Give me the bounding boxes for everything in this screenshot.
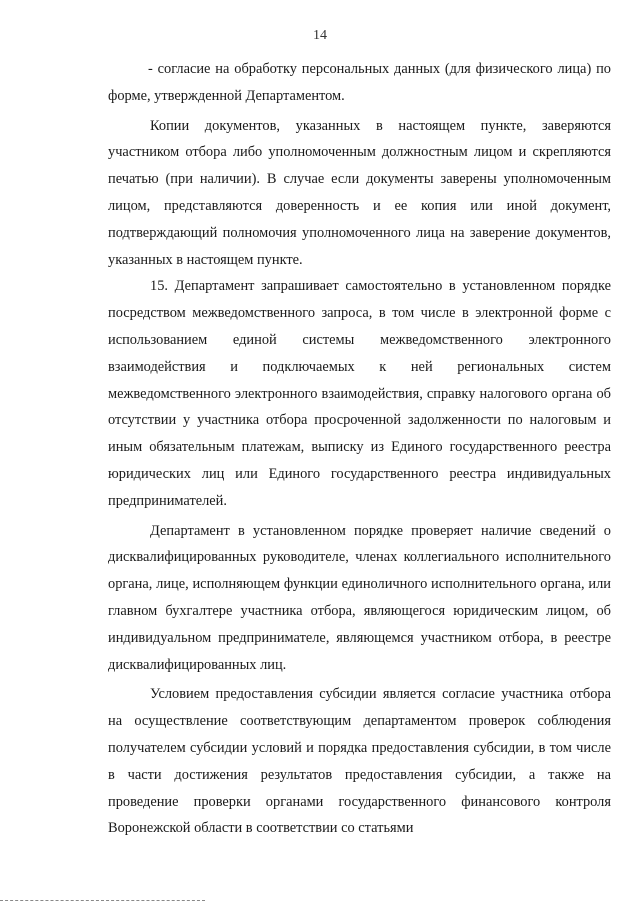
paragraph-condition: Условием предоставления субсидии является согласие участника отбора на осуществление соответствующим департаментом проверок соблюдения получателем субсидии условий и порядка предоставления субсидии, в том числе в части достижения результатов предоставления субсидии, а также на проведение проверки органами государственного финансового контроля Воронежской области в соответствии со статьями	[108, 686, 611, 837]
paragraph-copies: Копии документов, указанных в настоящем пункте, заверяются участником отбора либо уполномоченным должностным лицом и скрепляются печатью (при наличии). В случае если документы заверены уполномоченным лицом, представляются доверенность и ее копия или иной документ, подтверждающий полномочия уполномоченного лица на заверение документов, указанных в настоящем пункте.	[108, 117, 611, 268]
page-number: 14	[313, 28, 327, 43]
paragraph-consent: - согласие на обработку персональных данных (для физического лица) по форме, утвержденной Департаментом.	[108, 61, 611, 104]
paragraph-disqualified: Департамент в установленном порядке проверяет наличие сведений о дисквалифицированных руководителе, членах коллегиального исполнительного органа, лице, исполняющем функции единоличного исполнительного органа, или главном бухгалтере участника отбора, являющегося юридическим лицом, об индивидуальном предпринимателе, являющемся участником отбора, в реестре дисквалифицированных лиц.	[108, 522, 611, 673]
document-body	[108, 56, 611, 842]
paragraph-item-15: 15. Департамент запрашивает самостоятельно в установленном порядке посредством межведомственного запроса, в том числе в электронной форме с использованием единой системы межведомственного электронного взаимодействия и подключаемых к ней региональных систем межведомственного электронного взаимодействия, справку налогового органа об отсутствии у участника отбора просроченной задолженности по налоговым и иным обязательным платежам, выписку из Единого государственного реестра юридических лиц или Единого государственного реестра индивидуальных предпринимателей.	[108, 278, 611, 509]
footer-divider	[0, 900, 205, 901]
